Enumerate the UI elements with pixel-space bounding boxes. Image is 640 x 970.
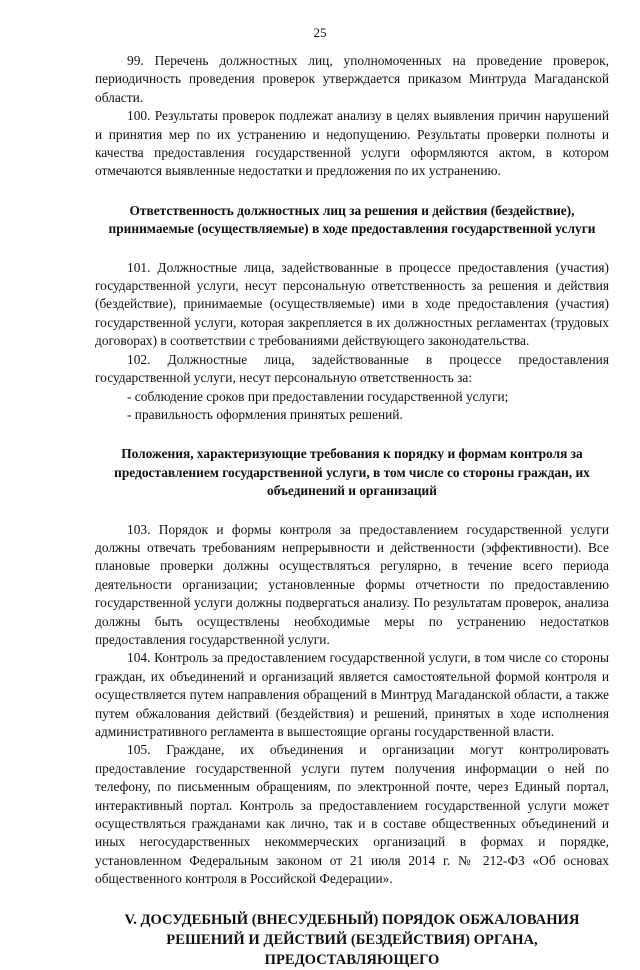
paragraph-100: 100. Результаты проверок подлежат анализу в целях выявления причин нарушений и принятия мер по их устранению и недопущению. Результаты проверки полноты и качества предоставления государственной услуги оформляются актом, в котором отмечаются выявленные недостатки и предложения по их устранению.	[95, 108, 609, 179]
paragraph-103: 103. Порядок и формы контроля за предоставлением государственной услуги должны отвечать требованиям непрерывности и действенности (эффективности). Все плановые проверки должны осуществляться регулярно, в течение всего периода деятельности организации; установленные формы отчетности по предоставлению государственной услуги должны подвергаться анализу. По результатам проверок, анализа должны быть осуществлены необходимые меры по устранению недостатков предоставления государственной услуги.	[95, 521, 609, 647]
paragraph-102: 102. Должностные лица, задействованные в процессе предоставления государственной услуги, несут персональную ответственность за:	[95, 351, 609, 386]
chapter-heading-line-2: РЕШЕНИЙ И ДЕЙСТВИЙ (БЕЗДЕЙСТВИЯ) ОРГАНА, ПРЕДОСТАВЛЯЮЩЕГО	[166, 931, 538, 968]
page-number: 25	[313, 25, 327, 40]
list-item: - соблюдение сроков при предоставлении государственной услуги;	[127, 388, 509, 404]
spacer	[95, 239, 609, 259]
spacer	[95, 889, 609, 910]
paragraph-105: 105. Граждане, их объединения и организации могут контролировать предоставление государственной услуги путем получения информации о ней по телефону, по письменным обращениям, по электронной почте, через Единый портал, интерактивный портал. Контроль за предоставлением государственной услуги может осуществляться гражданами как лично, так и в составе общественных объединений и иных негосударственных некоммерческих организаций в формах и порядке, установленном Федеральным законом от 21 июля 2014 г. № 212-ФЗ «Об основах общественного контроля в Российской Федерации».	[95, 742, 609, 887]
section-heading-responsibility: Ответственность должностных лиц за решения и действия (бездействие), принимаемые (осуществляемые) в ходе предоставления государственной услуги	[108, 202, 596, 237]
section-heading-control: Положения, характеризующие требования к порядку и формам контроля за предоставлением государственной услуги, в том числе со стороны граждан, их объединений и организаций	[114, 446, 590, 499]
spacer	[95, 424, 609, 445]
spacer	[95, 181, 609, 202]
spacer	[95, 501, 609, 521]
paragraph-101: 101. Должностные лица, задействованные в процессе предоставления (участия) государственной услуги, несут персональную ответственность за решения и действия (бездействие), принимаемые (осуществляемые) ими в ходе предоставления (участия) государственной услуги, которая закрепляется в их должностных регламентах (трудовых договорах) в соответствии с требованиями действующего законодательства.	[95, 259, 609, 349]
list-item: - правильность оформления принятых решений.	[127, 406, 403, 422]
paragraph-99: 99. Перечень должностных лиц, уполномоченных на проведение проверок, периодичность проведения проверок утверждается приказом Минтруда Магаданской области.	[95, 53, 609, 105]
paragraph-104: 104. Контроль за предоставлением государственной услуги, в том числе со стороны граждан, их объединений и организаций является самостоятельной формой контроля и осуществляется путем направления обращений в Минтруд Магаданской области, а также путем обжалования действий (бездействия) и решений, принятых в ходе исполнения административного регламента в вышестоящие органы государственной власти.	[95, 650, 609, 739]
chapter-heading-line-1: V. ДОСУДЕБНЫЙ (ВНЕСУДЕБНЫЙ) ПОРЯДОК ОБЖАЛОВАНИЯ	[124, 911, 580, 928]
document-body	[95, 52, 609, 970]
